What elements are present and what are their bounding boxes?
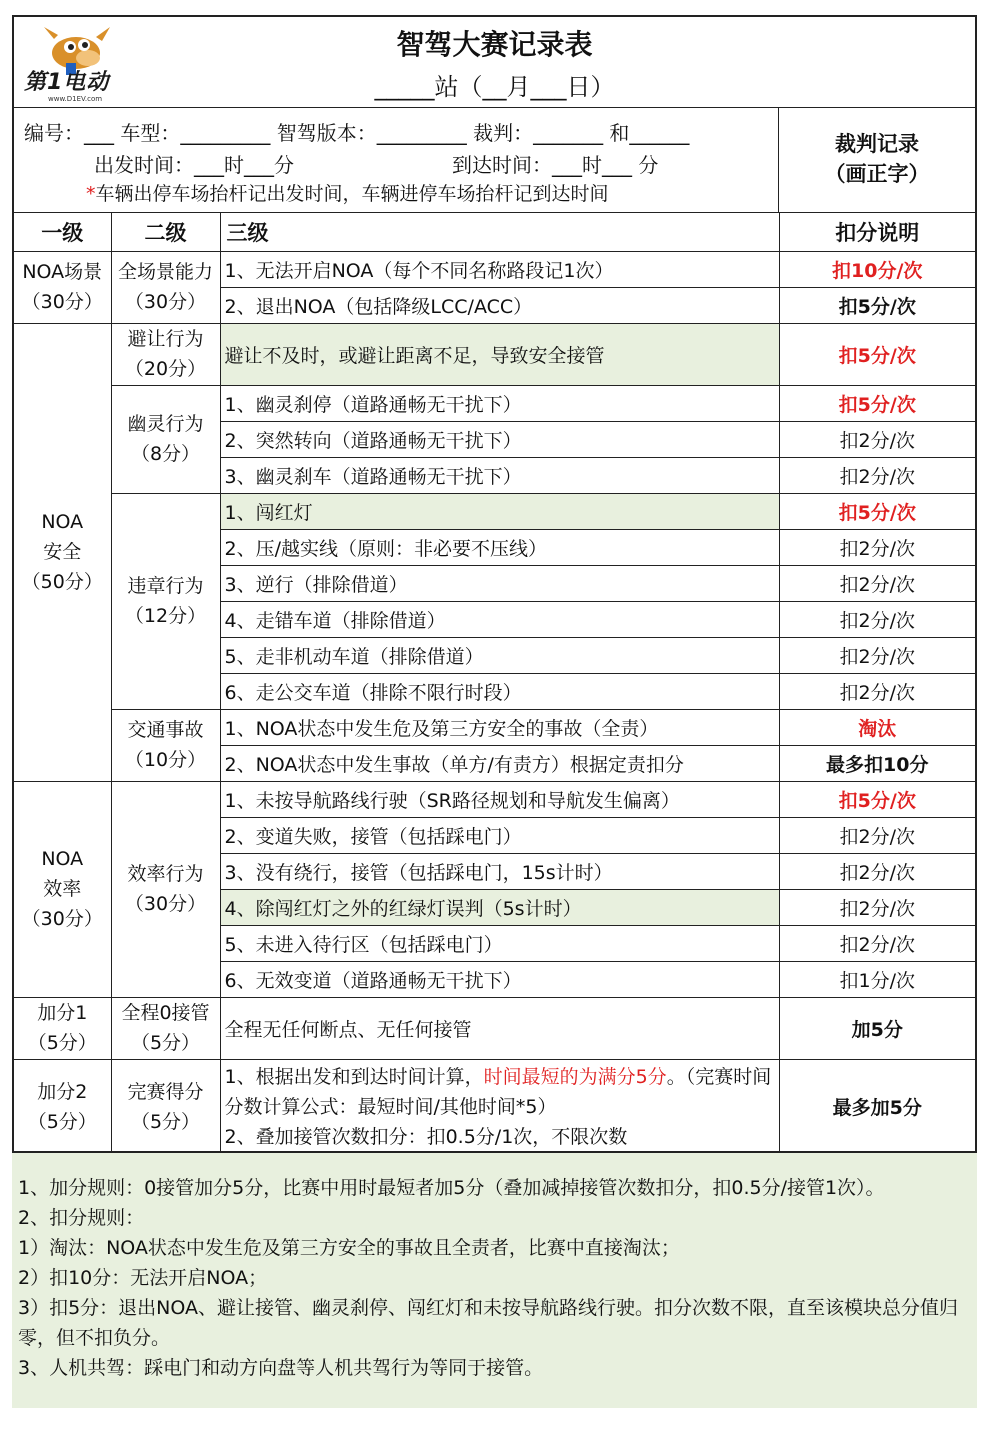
deduction-value: 扣5分/次 [779,385,975,421]
subgroup-points: （8分） [130,443,201,465]
deduction-value: 扣10分/次 [779,251,975,287]
item-text: 5、走非机动车道（排除借道） [220,637,779,673]
sheet-header [14,17,975,108]
group-cell [14,251,111,323]
group-cell [14,323,111,781]
item-text: 1、无法开启NOA（每个不同名称路段记1次） [220,251,779,287]
item-text: 避让不及时，或避让距离不足，导致安全接管 [220,323,779,385]
arrival-time: 到达时间：___时___ 分 [452,153,659,177]
subgroup-cell [111,385,220,493]
rules-notes [12,1153,977,1408]
table-row [14,997,975,1059]
item-text: 2、突然转向（道路通畅无干扰下） [220,421,779,457]
item-text: 全程无任何断点、无任何接管 [220,997,779,1059]
item-text: 4、除闯红灯之外的红绿灯误判（5s计时） [220,889,779,925]
subgroup-points: （30分） [124,893,207,915]
subgroup-cell [111,493,220,709]
logo-url: www.D1EV.com [48,95,103,103]
deduction-value: 扣2分/次 [779,421,975,457]
subgroup-label: 避让行为 [127,328,204,350]
info-line-1: 编号：___ 车型：_________ 智驾版本：_________ 裁判：_______ 和______ [24,121,690,145]
finish-score-rule [225,1062,775,1122]
item-text: 4、走错车道（排除借道） [220,601,779,637]
subgroup-cell [111,709,220,781]
deduction-value: 扣2分/次 [779,529,975,565]
table-header-row [14,213,975,251]
item-text: 1、闯红灯 [220,493,779,529]
group-points: （5分） [27,1110,97,1133]
takeover-rule: 2、叠加接管次数扣分：扣0.5分/1次，不限次数 [224,1125,628,1148]
subgroup-label: 幽灵行为 [127,413,204,435]
deduction-value: 扣2分/次 [779,817,975,853]
subgroup-points: （30分） [124,291,207,313]
group-label: NOA [41,511,84,533]
group-points: （30分） [21,908,103,930]
subgroup-points: （12分） [124,605,207,627]
deduction-value: 扣5分/次 [779,287,975,323]
subgroup-cell [111,997,220,1059]
departure-time: 出发时间：___时___分 [94,153,294,177]
subgroup-cell [111,251,220,323]
group-label-2: 安全 [43,541,82,563]
header-level-2: 二级 [111,213,220,251]
table-row [14,1059,975,1154]
subgroup-points: （10分） [124,749,207,771]
group-points: （30分） [21,291,103,313]
item-text: 2、压/越实线（原则：非必要不压线） [220,529,779,565]
record-sheet [12,15,977,1153]
subgroup-points: （5分） [130,1110,201,1133]
table-row [14,385,975,421]
header-deduction: 扣分说明 [779,213,975,251]
table-row [14,781,975,817]
rule-text: 1、根据出发和到达时间计算， [224,1065,484,1088]
subgroup-cell [111,323,220,385]
timing-note-text: 车辆出停车场抬杆记出发时间，车辆进停车场抬杆记到达时间 [95,183,609,205]
note-line: 2）扣10分：无法开启NOA； [18,1267,268,1289]
group-label: 加分2 [37,1080,88,1103]
note-line: 1）淘汰：NOA状态中发生危及第三方安全的事故且全责者，比赛中直接淘汰； [18,1237,680,1259]
table-row [14,251,975,287]
note-line: 3）扣5分：退出NOA、避让接管、幽灵刹停、闯红灯和未按导航路线行驶。扣分次数不限，直至该模块总分值归零，但不扣负分。 [18,1297,959,1349]
entry-info [14,107,779,213]
asterisk-mark: * [86,183,96,205]
page-title: 智驾大赛记录表 [396,28,593,61]
group-cell [14,1059,111,1154]
judge-record-label: 裁判记录 [835,132,919,156]
deduction-value: 扣5分/次 [779,493,975,529]
subgroup-cell [111,1059,220,1154]
deduction-value: 扣5分/次 [779,323,975,385]
subgroup-points: （20分） [124,358,207,380]
subgroup-label: 完赛得分 [127,1080,204,1103]
rule-highlight: 时间最短的为满分5分 [483,1065,667,1088]
group-cell [14,997,111,1059]
note-line: 1、加分规则：0接管加分5分，比赛中用时最短者加5分（叠加减掉接管次数扣分，扣0.5分/接管1次）。 [18,1177,885,1199]
item-text: 3、逆行（排除借道） [220,565,779,601]
table-row [14,709,975,745]
subgroup-label: 全程0接管 [121,1002,210,1024]
item-text: 6、无效变道（道路通畅无干扰下） [220,961,779,997]
subgroup-label: 全场景能力 [117,261,213,283]
rule-text-2: 。（完赛时间分数计算公式：最短时间/其他时间*5） [224,1065,772,1118]
item-text: 1、幽灵刹停（道路通畅无干扰下） [220,385,779,421]
header-level-3: 三级 [220,213,779,251]
deduction-value: 扣5分/次 [779,781,975,817]
group-label-2: 效率 [43,878,82,900]
subgroup-cell [111,781,220,997]
deduction-value: 扣2分/次 [779,601,975,637]
note-line: 3、人机共驾：踩电门和动方向盘等人机共驾行为等同于接管。 [18,1357,544,1379]
station-date-line: _____站（__月___日） [374,73,615,101]
table-row [14,493,975,529]
logo-wordmark: 第1电动 [24,70,110,95]
header-level-1: 一级 [14,213,111,251]
table-row [14,323,975,385]
deduction-value: 扣1分/次 [779,961,975,997]
note-line: 2、扣分规则： [18,1207,145,1229]
deduction-value: 加5分 [779,997,975,1059]
item-text: 3、没有绕行，接管（包括踩电门，15s计时） [220,853,779,889]
subgroup-label: 违章行为 [127,575,204,597]
group-label: 加分1 [37,1002,88,1024]
item-text: 5、未进入待行区（包括踩电门） [220,925,779,961]
group-points: （50分） [21,571,103,593]
deduction-value: 淘汰 [779,709,975,745]
item-text: 6、走公交车道（排除不限行时段） [220,673,779,709]
deduction-value: 扣2分/次 [779,853,975,889]
deduction-value: 最多加5分 [779,1059,975,1154]
group-label: NOA场景 [22,261,103,283]
deduction-value: 扣2分/次 [779,565,975,601]
item-text: 2、NOA状态中发生事故（单方/有责方）根据定责扣分 [220,745,779,781]
scoring-table [14,213,975,1155]
deduction-value: 扣2分/次 [779,457,975,493]
deduction-value: 扣2分/次 [779,673,975,709]
item-text: 2、退出NOA（包括降级LCC/ACC） [220,287,779,323]
timing-note [86,179,609,206]
item-text: 1、未按导航路线行驶（SR路径规划和导航发生偏离） [220,781,779,817]
item-text [220,1059,779,1154]
deduction-value: 扣2分/次 [779,925,975,961]
group-cell [14,781,111,997]
item-text: 2、变道失败，接管（包括踩电门） [220,817,779,853]
deduction-value: 最多扣10分 [779,745,975,781]
deduction-value: 扣2分/次 [779,889,975,925]
group-label: NOA [41,848,84,870]
subgroup-label: 交通事故 [127,719,204,741]
deduction-value: 扣2分/次 [779,637,975,673]
item-text: 3、幽灵刹车（道路通畅无干扰下） [220,457,779,493]
item-text: 1、NOA状态中发生危及第三方安全的事故（全责） [220,709,779,745]
judge-record-header [779,107,975,213]
judge-record-hint: （画正字） [824,162,930,186]
subgroup-points: （5分） [130,1032,201,1054]
group-points: （5分） [27,1032,97,1054]
subgroup-label: 效率行为 [127,863,204,885]
